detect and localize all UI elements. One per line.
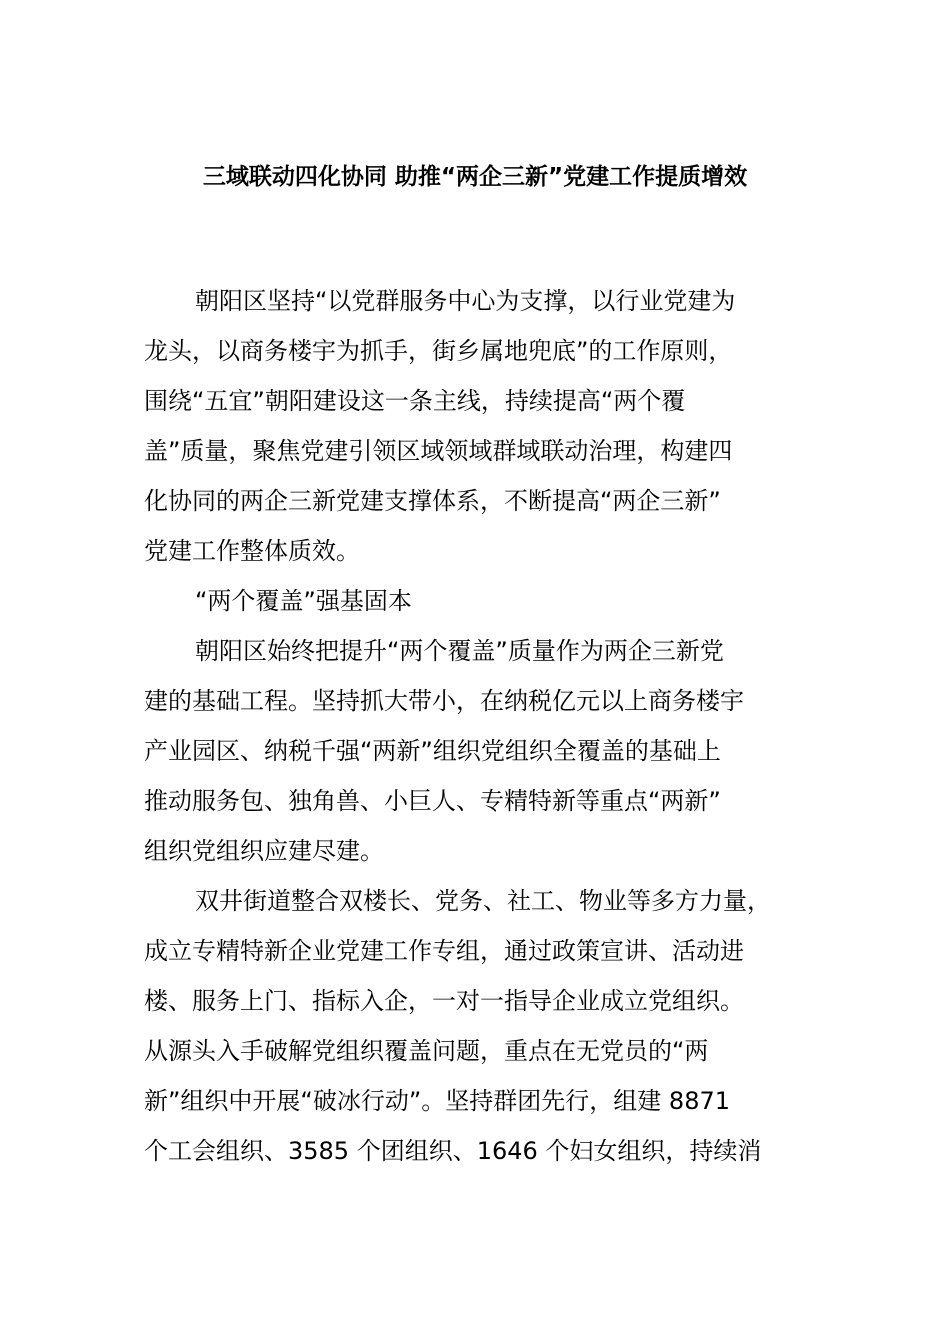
paragraph-line: 朝阳区始终把提升“两个覆盖”质量作为两企三新党	[195, 637, 724, 665]
paragraph-line: 党建工作整体质效。	[144, 537, 360, 565]
paragraph-line: 围绕“五宜”朝阳建设这一条主线，持续提高“两个覆	[144, 387, 686, 415]
paragraph-line: 推动服务包、独角兽、小巨人、专精特新等重点“两新”	[144, 787, 721, 815]
paragraph-line: 建的基础工程。坚持抓大带小，在纳税亿元以上商务楼宇	[144, 687, 744, 715]
paragraph-line: 双井街道整合双楼长、党务、社工、物业等多方力量，	[195, 887, 771, 915]
paragraph-line: 化协同的两企三新党建支撑体系，不断提高“两企三新”	[144, 487, 721, 515]
paragraph-line: 楼、服务上门、指标入企，一对一指导企业成立党组织。	[144, 987, 744, 1015]
paragraph-line: 盖”质量，聚焦党建引领区域领域群域联动治理，构建四	[144, 437, 733, 465]
paragraph-line: 组织党组织应建尽建。	[144, 837, 384, 865]
paragraph-line: 朝阳区坚持“以党群服务中心为支撑，以行业党建为	[195, 287, 736, 315]
document-body	[144, 276, 824, 1176]
section-heading: “两个覆盖”强基固本	[195, 587, 412, 615]
paragraph-line: 从源头入手破解党组织覆盖问题，重点在无党员的“两	[144, 1037, 709, 1065]
paragraph-line: 新”组织中开展“破冰行动”。坚持群团先行，组建 8871	[144, 1087, 731, 1115]
document-title: 三域联动四化协同 助推“两企三新”党建工作提质增效	[202, 164, 748, 190]
paragraph-line: 龙头，以商务楼宇为抓手，街乡属地兜底”的工作原则，	[144, 337, 733, 365]
paragraph-line: 个工会组织、3585 个团组织、1646 个妇女组织，持续消	[144, 1137, 762, 1165]
paragraph-line: 产业园区、纳税千强“两新”组织党组织全覆盖的基础上	[144, 737, 721, 765]
paragraph-line: 成立专精特新企业党建工作专组，通过政策宣讲、活动进	[144, 937, 744, 965]
